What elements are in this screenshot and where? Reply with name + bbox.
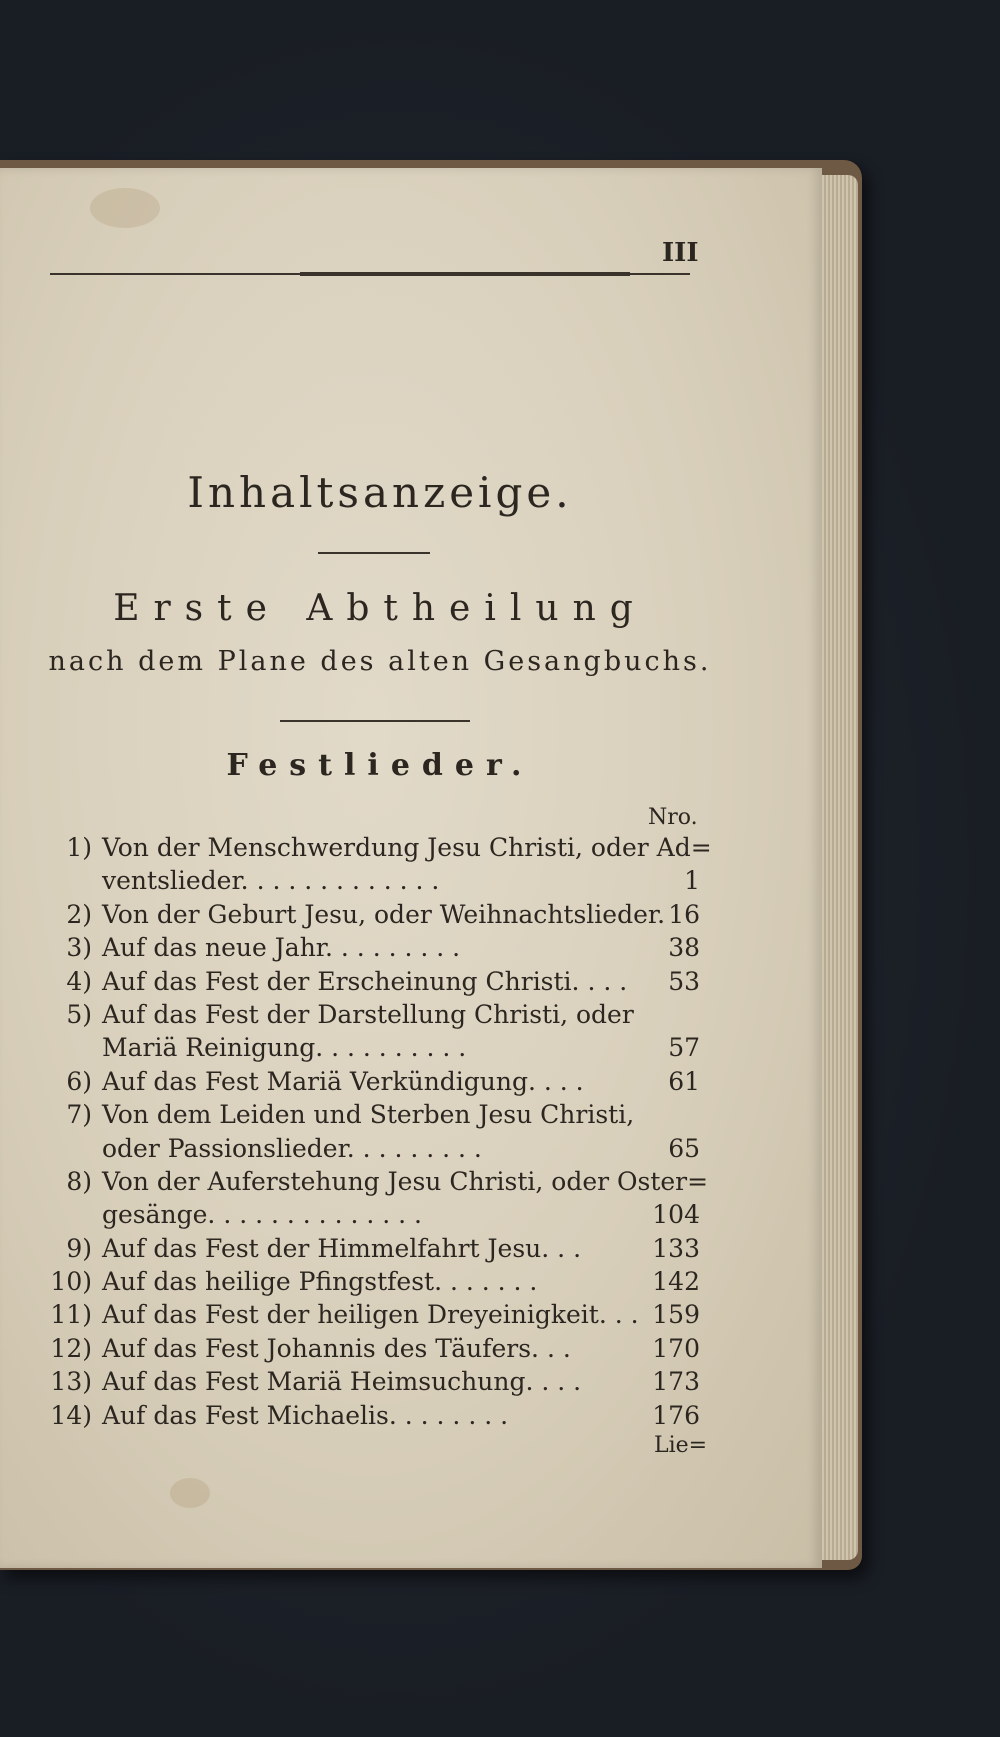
toc-title: Auf das Fest der Himmelfahrt Jesu. . . (102, 1233, 582, 1263)
toc-number: 11) (50, 1300, 92, 1330)
toc-page-number: 133 (652, 1233, 700, 1263)
title-divider (318, 552, 430, 554)
paper-stain (170, 1478, 210, 1508)
table-of-contents (40, 831, 712, 1432)
toc-page-number: 16 (668, 899, 700, 929)
section-title: Erste Abtheilung (113, 588, 647, 629)
page-title: Inhaltsanzeige. (187, 468, 573, 517)
toc-number: 13) (50, 1367, 92, 1397)
toc-row (40, 1232, 700, 1265)
toc-row (40, 1399, 700, 1432)
toc-number: 4) (66, 966, 92, 996)
toc-title: Von der Auferstehung Jesu Christi, oder Oster= (102, 1166, 709, 1196)
toc-title: Auf das Fest der Darstellung Christi, oder (102, 999, 634, 1029)
toc-row (40, 831, 712, 864)
header-rule-thick (300, 272, 630, 276)
toc-row (40, 931, 700, 964)
toc-number: 3) (66, 933, 92, 963)
toc-number: 10) (50, 1267, 92, 1297)
toc-row (40, 1065, 700, 1098)
toc-number: 9) (66, 1233, 92, 1263)
page-number: III (662, 238, 699, 268)
number-column-label: Nro. (648, 805, 698, 830)
toc-number: 5) (66, 999, 92, 1029)
book-page (0, 168, 822, 1568)
toc-row (40, 1165, 709, 1198)
toc-row (40, 1332, 700, 1365)
toc-row (40, 1298, 700, 1331)
toc-row (40, 898, 700, 931)
toc-page-number: 65 (668, 1133, 700, 1163)
toc-row (40, 1132, 700, 1165)
toc-row (40, 864, 700, 897)
toc-title: Auf das Fest Mariä Verkündigung. . . . (102, 1066, 584, 1096)
toc-title: Auf das Fest Michaelis. . . . . . . . (102, 1400, 509, 1430)
toc-page-number: 57 (668, 1033, 700, 1063)
toc-row (40, 1265, 700, 1298)
toc-page-number: 159 (652, 1300, 700, 1330)
toc-title: Von der Menschwerdung Jesu Christi, oder Ad= (102, 833, 712, 862)
toc-title: Auf das Fest Johannis des Täufers. . . (102, 1333, 571, 1363)
toc-page-number: 53 (668, 966, 700, 996)
toc-page-number: 176 (652, 1400, 700, 1430)
toc-number: 14) (50, 1400, 92, 1430)
toc-number: 7) (66, 1100, 92, 1130)
toc-title: oder Passionslieder. . . . . . . . . (102, 1133, 482, 1163)
section-subtitle: nach dem Plane des alten Gesangbuchs. (48, 646, 712, 677)
toc-title: Auf das heilige Pfingstfest. . . . . . . (102, 1267, 538, 1297)
toc-number: 8) (66, 1166, 92, 1196)
catchword: Lie= (654, 1433, 708, 1458)
toc-page-number: 142 (652, 1267, 700, 1297)
paper-stain (90, 188, 160, 228)
toc-title: gesänge. . . . . . . . . . . . . . (102, 1200, 422, 1230)
toc-row (40, 1098, 700, 1131)
toc-title: ventslieder. . . . . . . . . . . . . (102, 866, 440, 896)
toc-title: Auf das Fest der heiligen Dreyeinigkeit. . . (102, 1300, 639, 1330)
toc-page-number: 38 (668, 933, 700, 963)
toc-number: 2) (66, 899, 92, 929)
toc-page-number: 1 (684, 866, 700, 896)
toc-title: Von dem Leiden und Sterben Jesu Christi, (102, 1100, 635, 1130)
toc-title: Mariä Reinigung. . . . . . . . . . (102, 1033, 467, 1063)
toc-row (40, 1031, 700, 1064)
toc-page-number: 61 (668, 1066, 700, 1096)
toc-row (40, 998, 700, 1031)
toc-row (40, 1365, 700, 1398)
toc-title: Von der Geburt Jesu, oder Weihnachtslieder. (102, 899, 666, 929)
section-divider (280, 720, 470, 722)
toc-page-number: 104 (652, 1200, 700, 1230)
toc-row (40, 965, 700, 998)
toc-title: Auf das neue Jahr. . . . . . . . . (102, 933, 461, 963)
toc-title: Auf das Fest der Erscheinung Christi. . . . (102, 966, 628, 996)
group-title: Festlieder. (226, 748, 534, 783)
toc-row (40, 1198, 700, 1231)
toc-number: 1) (66, 833, 92, 862)
toc-page-number: 170 (652, 1333, 700, 1363)
toc-number: 6) (66, 1066, 92, 1096)
toc-number: 12) (50, 1333, 92, 1363)
toc-title: Auf das Fest Mariä Heimsuchung. . . . (102, 1367, 582, 1397)
toc-page-number: 173 (652, 1367, 700, 1397)
